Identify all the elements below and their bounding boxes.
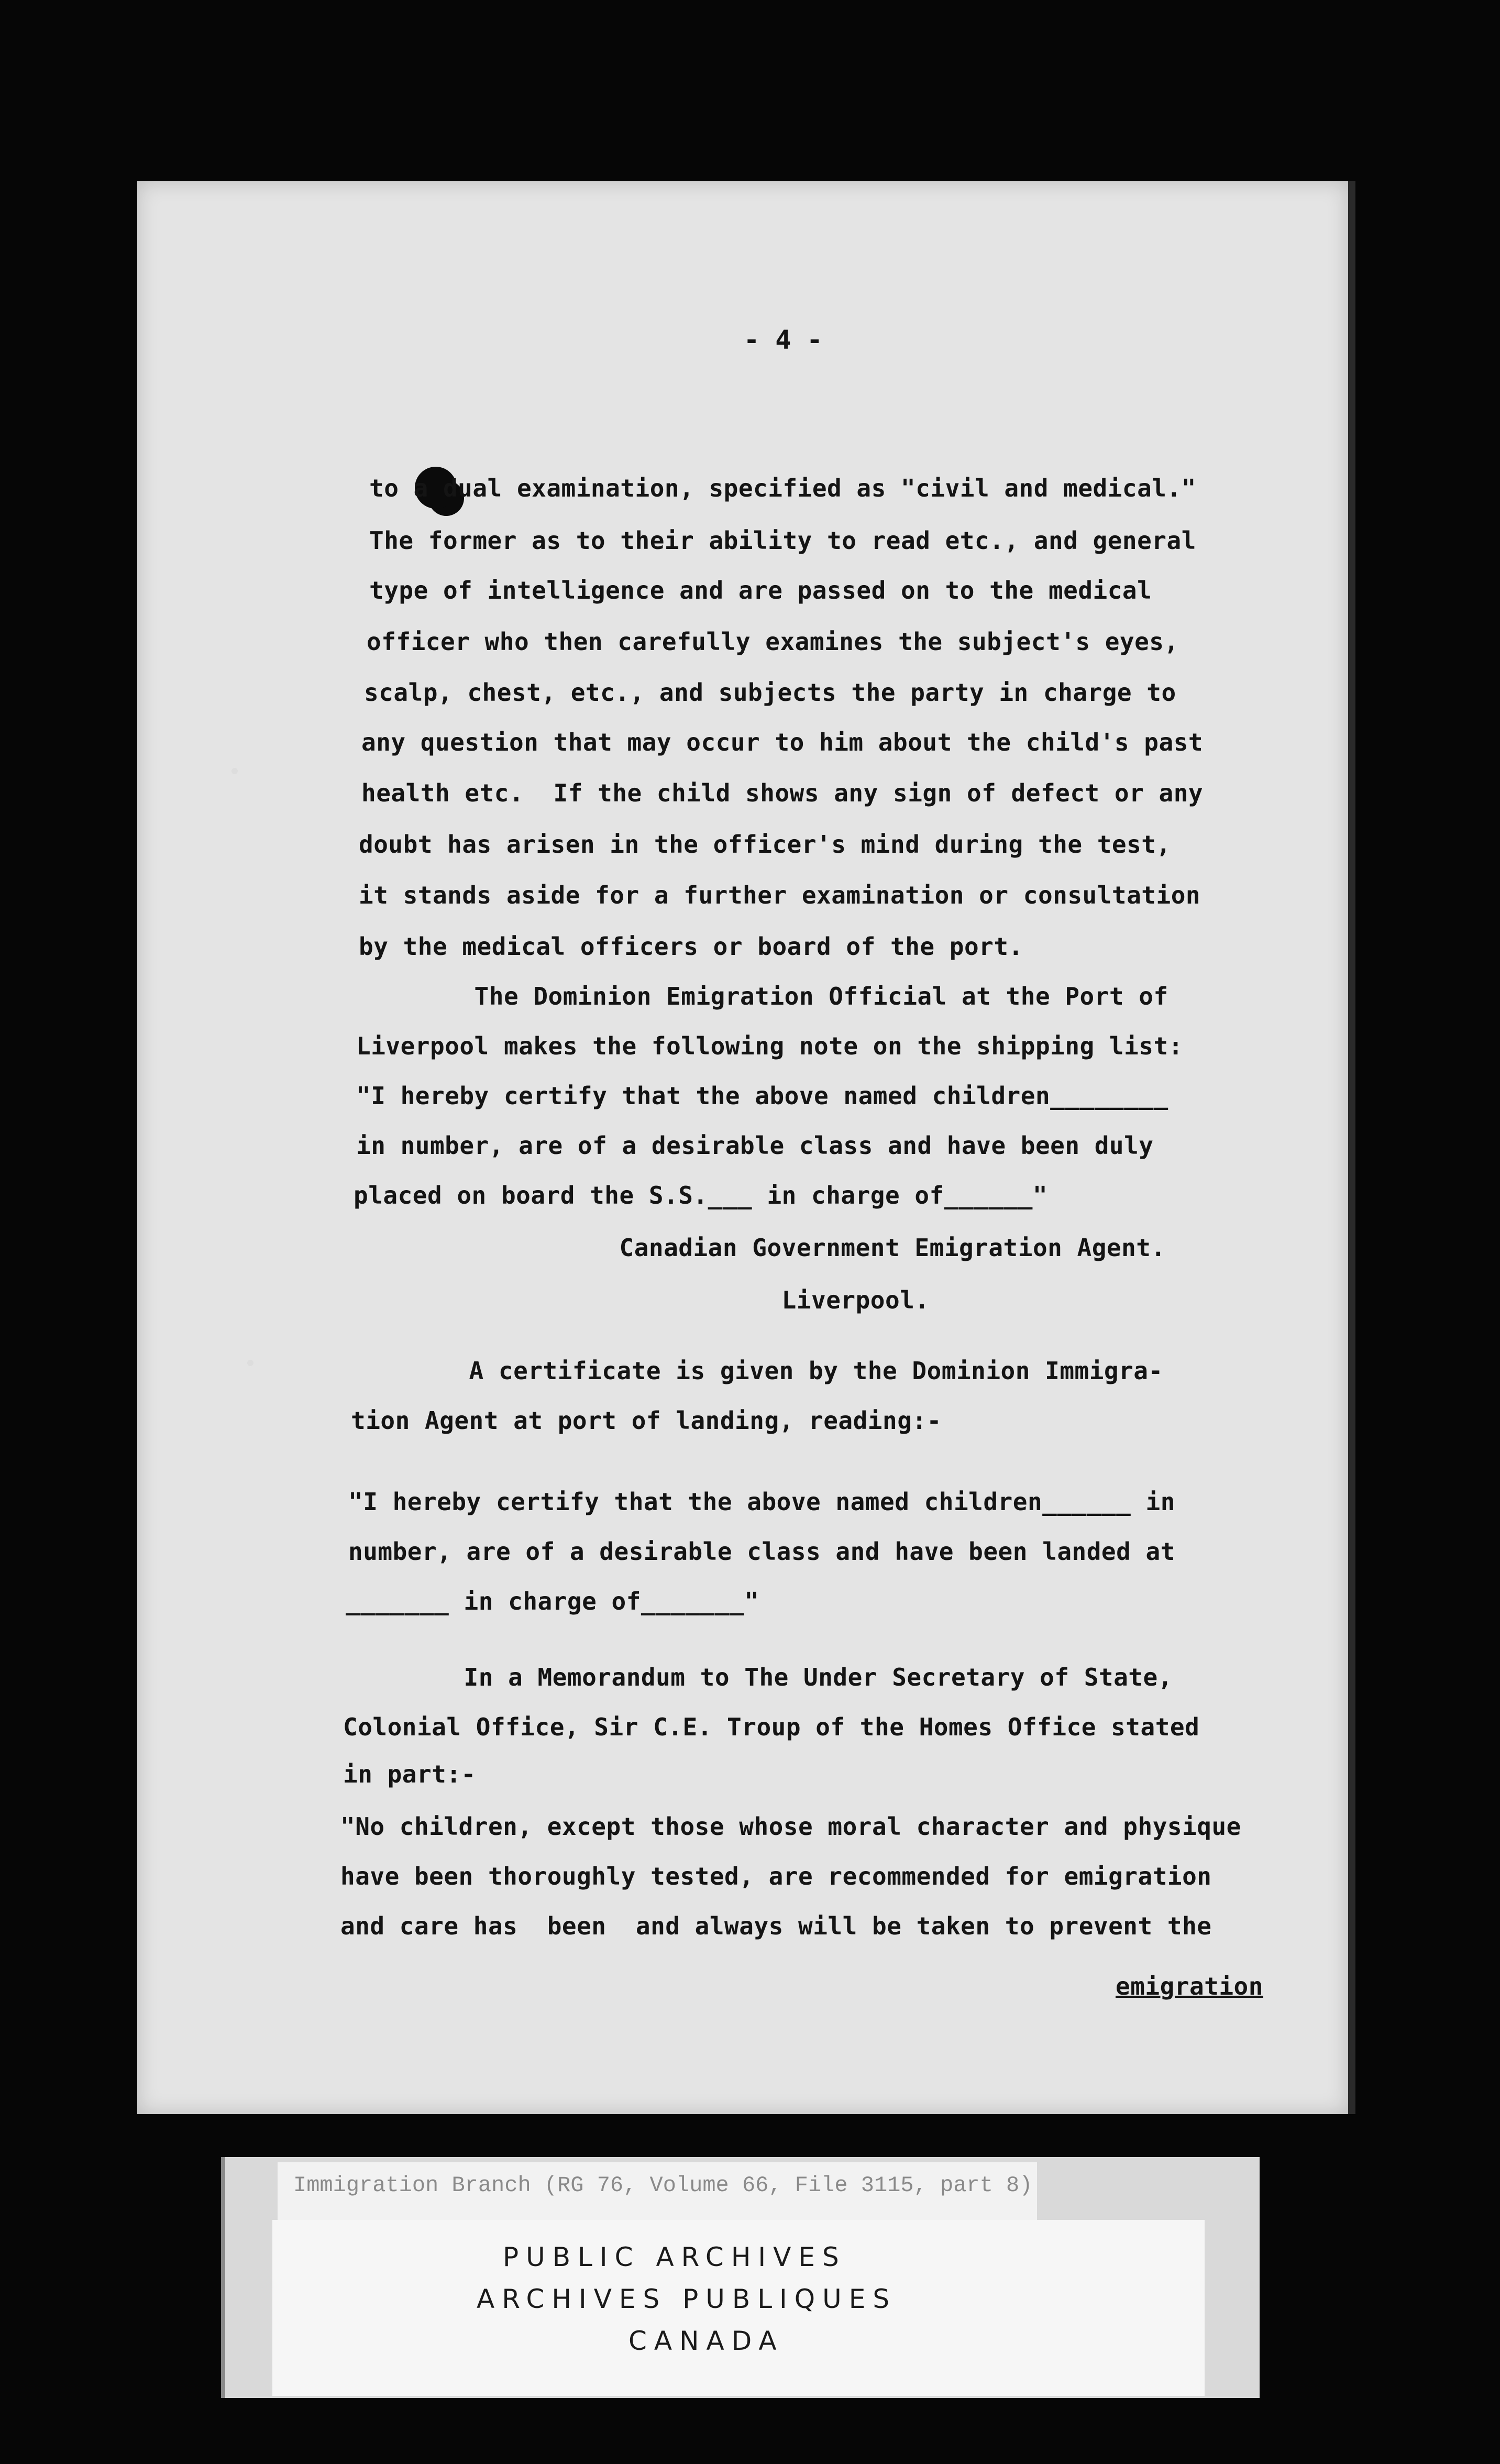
body-line: A certificate is given by the Dominion Immigra- [351,1357,1163,1385]
body-line: number, are of a desirable class and have been landed at [348,1537,1175,1566]
body-line: doubt has arisen in the officer's mind during the test, [359,830,1171,859]
body-line: tion Agent at port of landing, reading:- [351,1406,942,1435]
body-line: by the medical officers or board of the port. [359,932,1023,961]
body-line: "I hereby certify that the above named children________ [356,1082,1168,1110]
body-line: Canadian Government Emigration Agent. [354,1234,1166,1262]
body-line: it stands aside for a further examination or consultation [359,881,1201,909]
body-line: In a Memorandum to The Under Secretary of State, [346,1663,1173,1691]
stamp-line: PUBLIC ARCHIVES [503,2242,846,2272]
body-line: in part:- [343,1760,476,1788]
archive-reference: Immigration Branch (RG 76, Volume 66, File 3115, part 8) [293,2173,1033,2198]
body-line: scalp, chest, etc., and subjects the party in charge to [364,678,1176,707]
body-line: have been thoroughly tested, are recommended for emigration [340,1862,1212,1890]
body-line: "No children, except those whose moral character and physique [340,1812,1241,1841]
stamp-line: ARCHIVES PUBLIQUES [477,2284,897,2314]
body-line: health etc. If the child shows any sign of defect or any [361,779,1204,807]
body-line: any question that may occur to him about the child's past [361,728,1204,756]
catchword: emigration [1116,1972,1263,2000]
body-line: "I hereby certify that the above named children______ in [348,1488,1175,1516]
body-line: Colonial Office, Sir C.E. Troup of the Homes Office stated [343,1713,1200,1741]
body-line: in number, are of a desirable class and have been duly [356,1131,1154,1160]
body-line: officer who then carefully examines the subject's eyes, [367,628,1179,656]
body-line: to a dual examination, specified as "civil and medical." [369,474,1196,502]
body-line: type of intelligence and are passed on to the medical [369,576,1152,604]
stamp-line: CANADA [628,2326,784,2356]
body-line: _______ in charge of_______" [346,1587,759,1615]
body-line: The Dominion Emigration Official at the Port of [356,982,1168,1010]
body-line: Liverpool makes the following note on the shipping list: [356,1032,1183,1060]
page-number: - 4 - [744,325,823,355]
body-line: The former as to their ability to read etc., and general [369,526,1196,555]
body-line: Liverpool. [354,1286,930,1314]
body-line: and care has been and always will be taken to prevent the [340,1912,1212,1940]
body-line: placed on board the S.S.___ in charge of______" [354,1181,1048,1209]
